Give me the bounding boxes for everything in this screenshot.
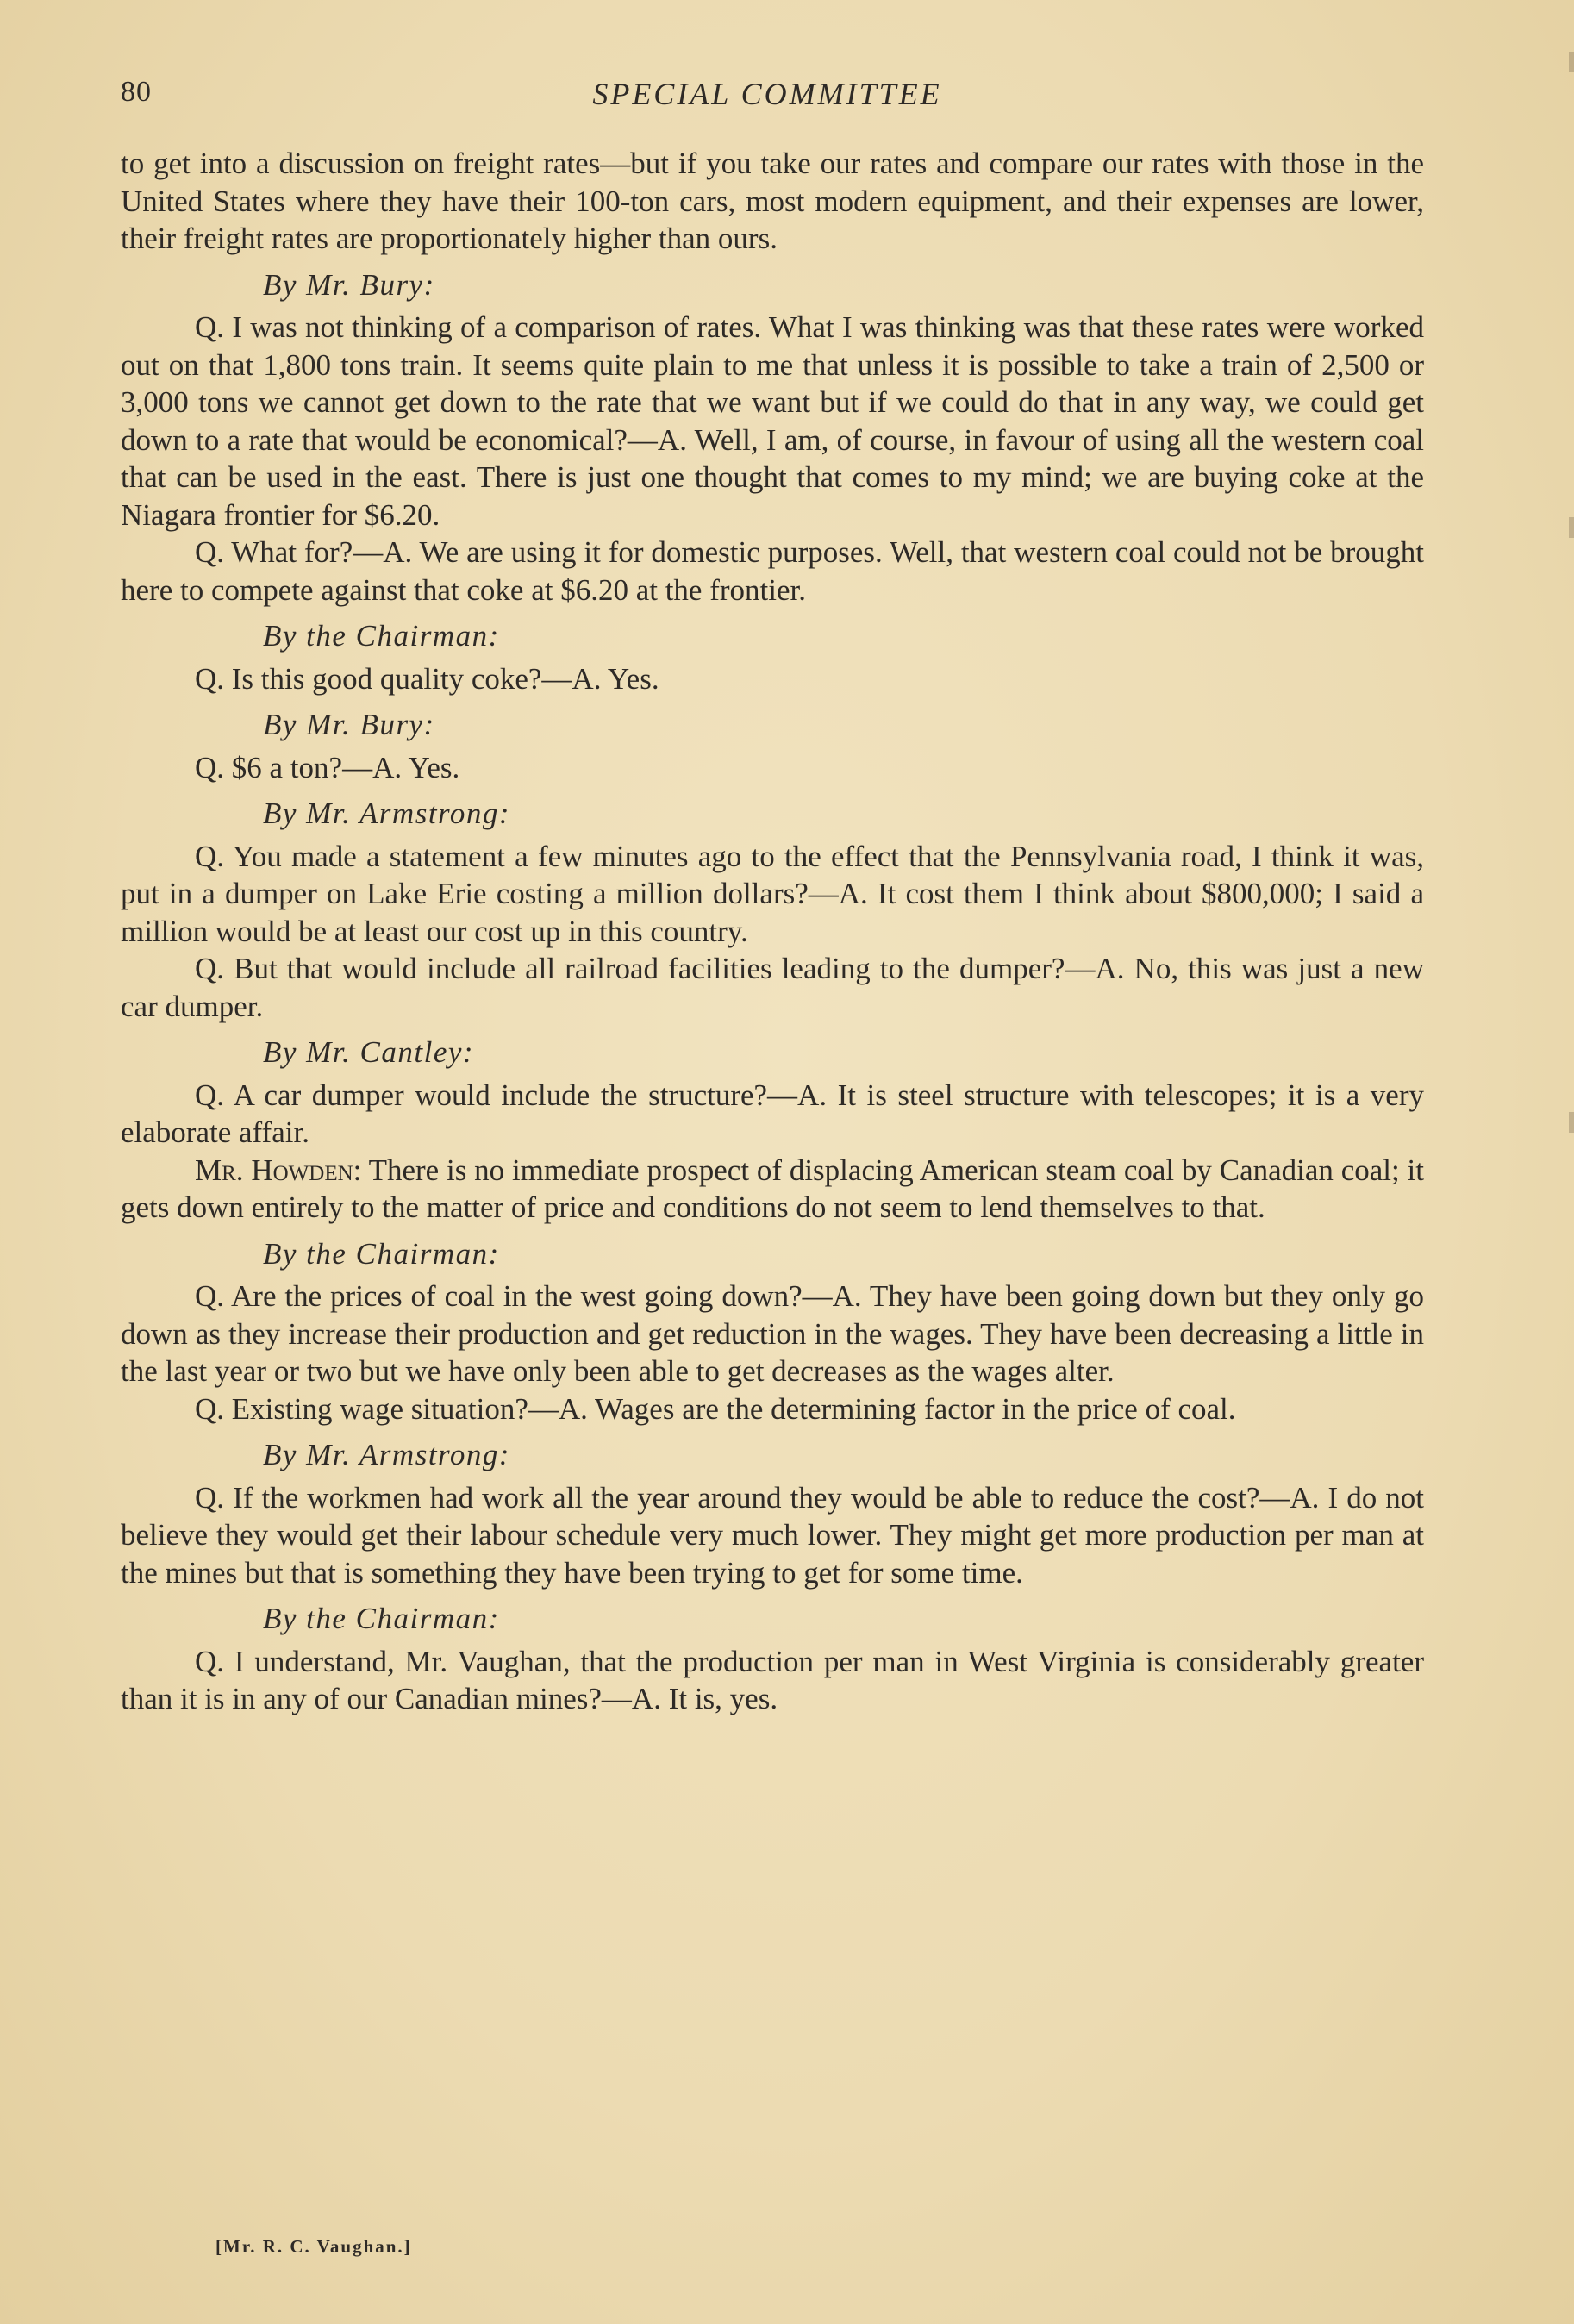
interlocutor-heading: By Mr. Bury: <box>263 708 435 741</box>
interlocutor-heading: By Mr. Cantley: <box>263 1035 475 1069</box>
page-header <box>121 76 1414 119</box>
body-text <box>121 145 1424 1718</box>
footer-note: [Mr. R. C. Vaughan.] <box>215 2236 412 2257</box>
interlocutor-heading: By Mr. Bury: <box>263 267 435 302</box>
qa-paragraph: Q. If the workmen had work all the year around they would be able to reduce the cost?—A. I do not believe they would get their labour schedule very much lower. They might get more production per man at the mines but that is something they have been trying to get for some time. <box>121 1480 1424 1590</box>
qa-paragraph: Q. $6 a ton?—A. Yes. <box>195 750 460 784</box>
qa-paragraph: Q. Is this good quality coke?—A. Yes. <box>195 661 659 696</box>
running-head: SPECIAL COMMITTEE <box>592 77 942 111</box>
speaker-name: Mr. Howden <box>195 1153 353 1187</box>
page-number: 80 <box>121 76 152 108</box>
interlocutor-heading: By the Chairman: <box>263 1602 500 1635</box>
qa-paragraph: Q. I was not thinking of a comparison of rates. What I was thinking was that these rates were worked out on that 1,800 tons train. It seems quite plain to me that unless it is possible to take a train of 2,500 or 3,000 tons we cannot get down to the rate that we want but if we could do that in any way, we could get down to a rate that would be economical?—A. Well, I am, of course, in favour of using all the western coal that can be used in the east. There is just one thought that comes to my mind; we are buying coke at the Niagara frontier for $6.20. <box>121 310 1424 532</box>
qa-paragraph: Q. You made a statement a few minutes ago to the effect that the Pennsylvania road, I think it was, put in a dumper on Lake Erie costing a million dollars?—A. It cost them I think about $800,000; I said a million would be at least our cost up in this country. <box>121 839 1424 948</box>
speaker-statement <box>121 1152 1424 1227</box>
speaker-text: : There is no immediate prospect of displacing American steam coal by Canadian coal; it gets down entirely to the matter of price and conditions do not seem to lend themselves to that. <box>121 1153 1424 1224</box>
qa-paragraph: Q. Existing wage situation?—A. Wages are the determining factor in the price of coal. <box>195 1391 1236 1426</box>
interlocutor-heading: By the Chairman: <box>263 1236 500 1271</box>
interlocutor-heading: By the Chairman: <box>263 619 500 653</box>
qa-paragraph: Q. But that would include all railroad facilities leading to the dumper?—A. No, this was just a new car dumper. <box>121 952 1424 1023</box>
page-edge-mark <box>1569 517 1574 538</box>
page-edge-mark <box>1569 52 1574 72</box>
qa-paragraph: Q. Are the prices of coal in the west going down?—A. They have been going down but they only go down as they increase their production and get reduction in the wages. They have been decreasing a little in the last year or two but we have only been able to get decreases as the wages alter. <box>121 1279 1424 1388</box>
qa-paragraph: Q. What for?—A. We are using it for domestic purposes. Well, that western coal could not be brought here to compete against that coke at $6.20 at the frontier. <box>121 535 1424 607</box>
qa-paragraph: Q. A car dumper would include the structure?—A. It is steel structure with telescopes; it is a very elaborate affair. <box>121 1078 1424 1149</box>
interlocutor-heading: By Mr. Armstrong: <box>263 1438 511 1471</box>
text-paragraph: to get into a discussion on freight rates—but if you take our rates and compare our rates with those in the United States where they have their 100-ton cars, most modern equipment, and their expenses are lower, their freight rates are proportionately higher than ours. <box>121 147 1424 255</box>
interlocutor-heading: By Mr. Armstrong: <box>263 797 511 830</box>
page-edge-mark <box>1569 1112 1574 1133</box>
qa-paragraph: Q. I understand, Mr. Vaughan, that the production per man in West Virginia is considerably greater than it is in any of our Canadian mines?—A. It is, yes. <box>121 1644 1424 1715</box>
